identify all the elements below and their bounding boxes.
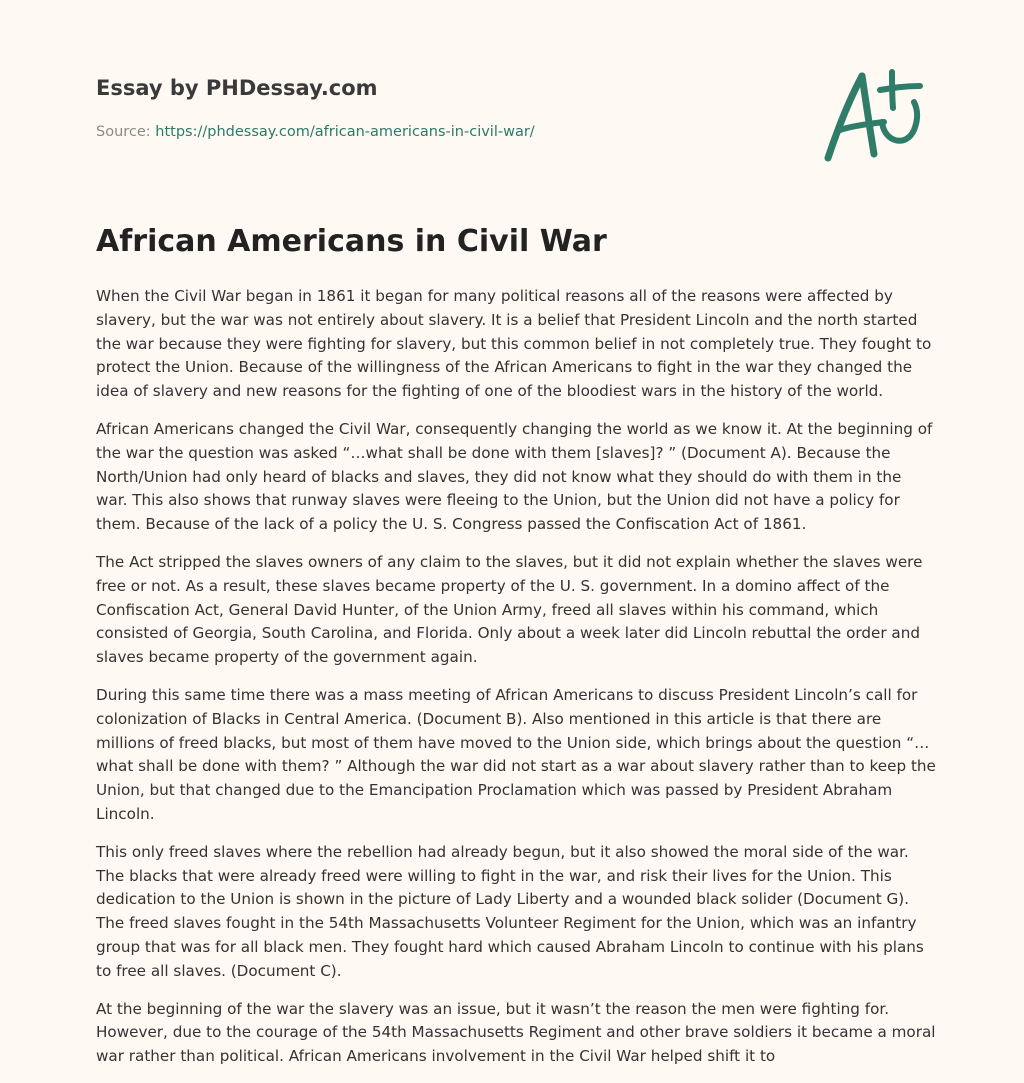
source-link[interactable]: https://phdessay.com/african-americans-in-civil-war/ (155, 124, 535, 140)
essay-paragraph: African Americans changed the Civil War, consequently changing the world as we know it. At the beginning of the war the question was asked “…what shall be done with them [slaves]? ” (Document A). Because the North/Union had only heard of blacks and slaves, they did not know what they should do with them in the war. This also shows that runway slaves were fleeing to the Union, but the Union did not have a policy for them. Because of the lack of a policy the U. S. Congress passed the Confiscation Act of 1861. (96, 419, 933, 534)
essay-paragraph: At the beginning of the war the slavery was an issue, but it wasn’t the reason the men were fighting for. However, due to the courage of the 54th Massachusetts Regiment and other brave soldiers it became a moral war rather than political. African Americans involvement in the Civil War helped shift it to (96, 999, 936, 1066)
source-line (96, 124, 535, 140)
essay-paragraph: This only freed slaves where the rebellion had already begun, but it also showed the moral side of the war. The blacks that were already freed were willing to fight in the war, and risk their lives for the Union. This dedication to the Union is shown in the picture of Lady Liberty and a wounded black solider (Document G). The freed slaves fought in the 54th Massachusetts Volunteer Regiment for the Union, which was an infantry group that was for all black men. They fought hard which caused Abraham Lincoln to continue with his plans to free all slaves. (Document C). (96, 842, 924, 980)
essay-paragraph: The Act stripped the slaves owners of any claim to the slaves, but it did not explain whether the slaves were free or not. As a result, these slaves became property of the U. S. government. In a domino affect of the Confiscation Act, General David Hunter, of the Union Army, freed all slaves within his command, which consisted of Georgia, South Carolina, and Florida. Only about a week later did Lincoln rebuttal the order and slaves became property of the government again. (96, 552, 923, 667)
essay-paragraph: During this same time there was a mass meeting of African Americans to discuss President Lincoln’s call for colonization of Blacks in Central America. (Document B). Also mentioned in this article is that there are millions of freed blacks, but most of them have moved to the Union side, which brings about the question “…what shall be done with them? ” Although the war did not start as a war about slavery rather than to keep the Union, but that changed due to the Emancipation Proclamation which was passed by President Abraham Lincoln. (96, 685, 936, 823)
essay-paragraph: When the Civil War began in 1861 it began for many political reasons all of the reasons were affected by slavery, but the war was not entirely about slavery. It is a belief that President Lincoln and the north started the war because they were fighting for slavery, but this common belief in not completely true. They fought to protect the Union. Because of the willingness of the African Americans to fight in the war they changed the idea of slavery and new reasons for the fighting of one of the bloodiest wars in the history of the world. (96, 287, 932, 401)
a-plus-logo-icon (822, 64, 930, 168)
source-label: Source: (96, 124, 156, 140)
essay-title: African Americans in Civil War (96, 224, 607, 259)
essay-page (96, 0, 936, 1076)
essay-body (96, 285, 936, 1083)
site-title: Essay by PHDessay.com (96, 76, 378, 100)
